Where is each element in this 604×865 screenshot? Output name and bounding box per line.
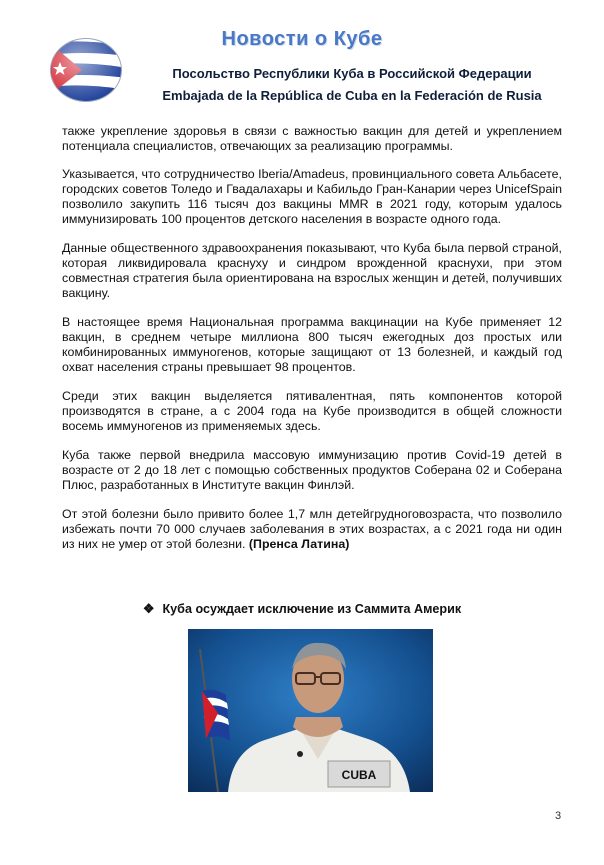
- paragraph: Данные общественного здравоохранения показывают, что Куба была первой страной, которая ликвидировала краснуху и синдром врожденной краснухи, при этом совместная стратегия была ориентирована на взрослых женщин и детей, получивших вакцину.: [62, 241, 562, 300]
- headline-text: Куба осуждает исключение из Саммита Америк: [162, 602, 462, 616]
- diamond-bullet-icon: ❖: [142, 601, 155, 616]
- newsletter-title: Новости о Кубе: [221, 28, 383, 50]
- paragraph: В настоящее время Национальная программа вакцинации на Кубе применяет 12 вакцин, в среднем четыре миллиона 800 тысяч ежегодных доз простых или комбинированных иммуногенов, которые защищают от 13 болезней, и каждый год охват населения страны превышает 98 процентов.: [62, 315, 562, 374]
- embassy-name-es: Embajada de la República de Cuba en la Federación de Rusia: [162, 88, 542, 103]
- article-body: [62, 124, 562, 566]
- paragraph: Указывается, что сотрудничество Iberia/Amadeus, провинциального совета Альбасете, городских советов Толедо и Гвадалахары и Кабильдо Гран-Канарии через UnicefSpain позволило закупить 116 тысяч доз вакцины MMR в 2021 году, которым удалось иммунизировать 100 процентов детского населения в возрасте одного года.: [62, 167, 562, 226]
- paragraph: Среди этих вакцин выделяется пятивалентная, пять компонентов которой производятся в стране, а с 2004 года на Кубе производится в общей сложности восемь иммуногенов из применяемых здесь.: [62, 389, 562, 433]
- paragraph: также укрепление здоровья в связи с важностью вакцин для детей и укреплением потенциала специалистов, отвечающих за реализацию программы.: [62, 124, 562, 153]
- source-credit: (Пренса Латина): [248, 537, 350, 551]
- article-headline: [0, 601, 604, 617]
- nameplate-text: CUBA: [341, 768, 377, 782]
- news-photo: [188, 629, 433, 792]
- embassy-name-ru: Посольство Республики Куба в Российской Федерации: [172, 66, 532, 81]
- paragraph-text: От этой болезни было привито более 1,7 млн детейгрудноговозраста, что позволило избежать почти 70 000 случаев заболевания в этих возрастах, а с 2021 года ни один из них не умер от этой болезни.: [62, 507, 562, 551]
- page-number: 3: [555, 810, 562, 822]
- paragraph: Куба также первой внедрила массовую иммунизацию против Covid-19 детей в возрасте от 2 до 18 лет с помощью собственных продуктов Соберана 02 и Соберана Плюс, разработанных в Институте вакцин Финлэй.: [62, 448, 562, 492]
- nameplate: [328, 761, 390, 787]
- paragraph: [62, 507, 562, 552]
